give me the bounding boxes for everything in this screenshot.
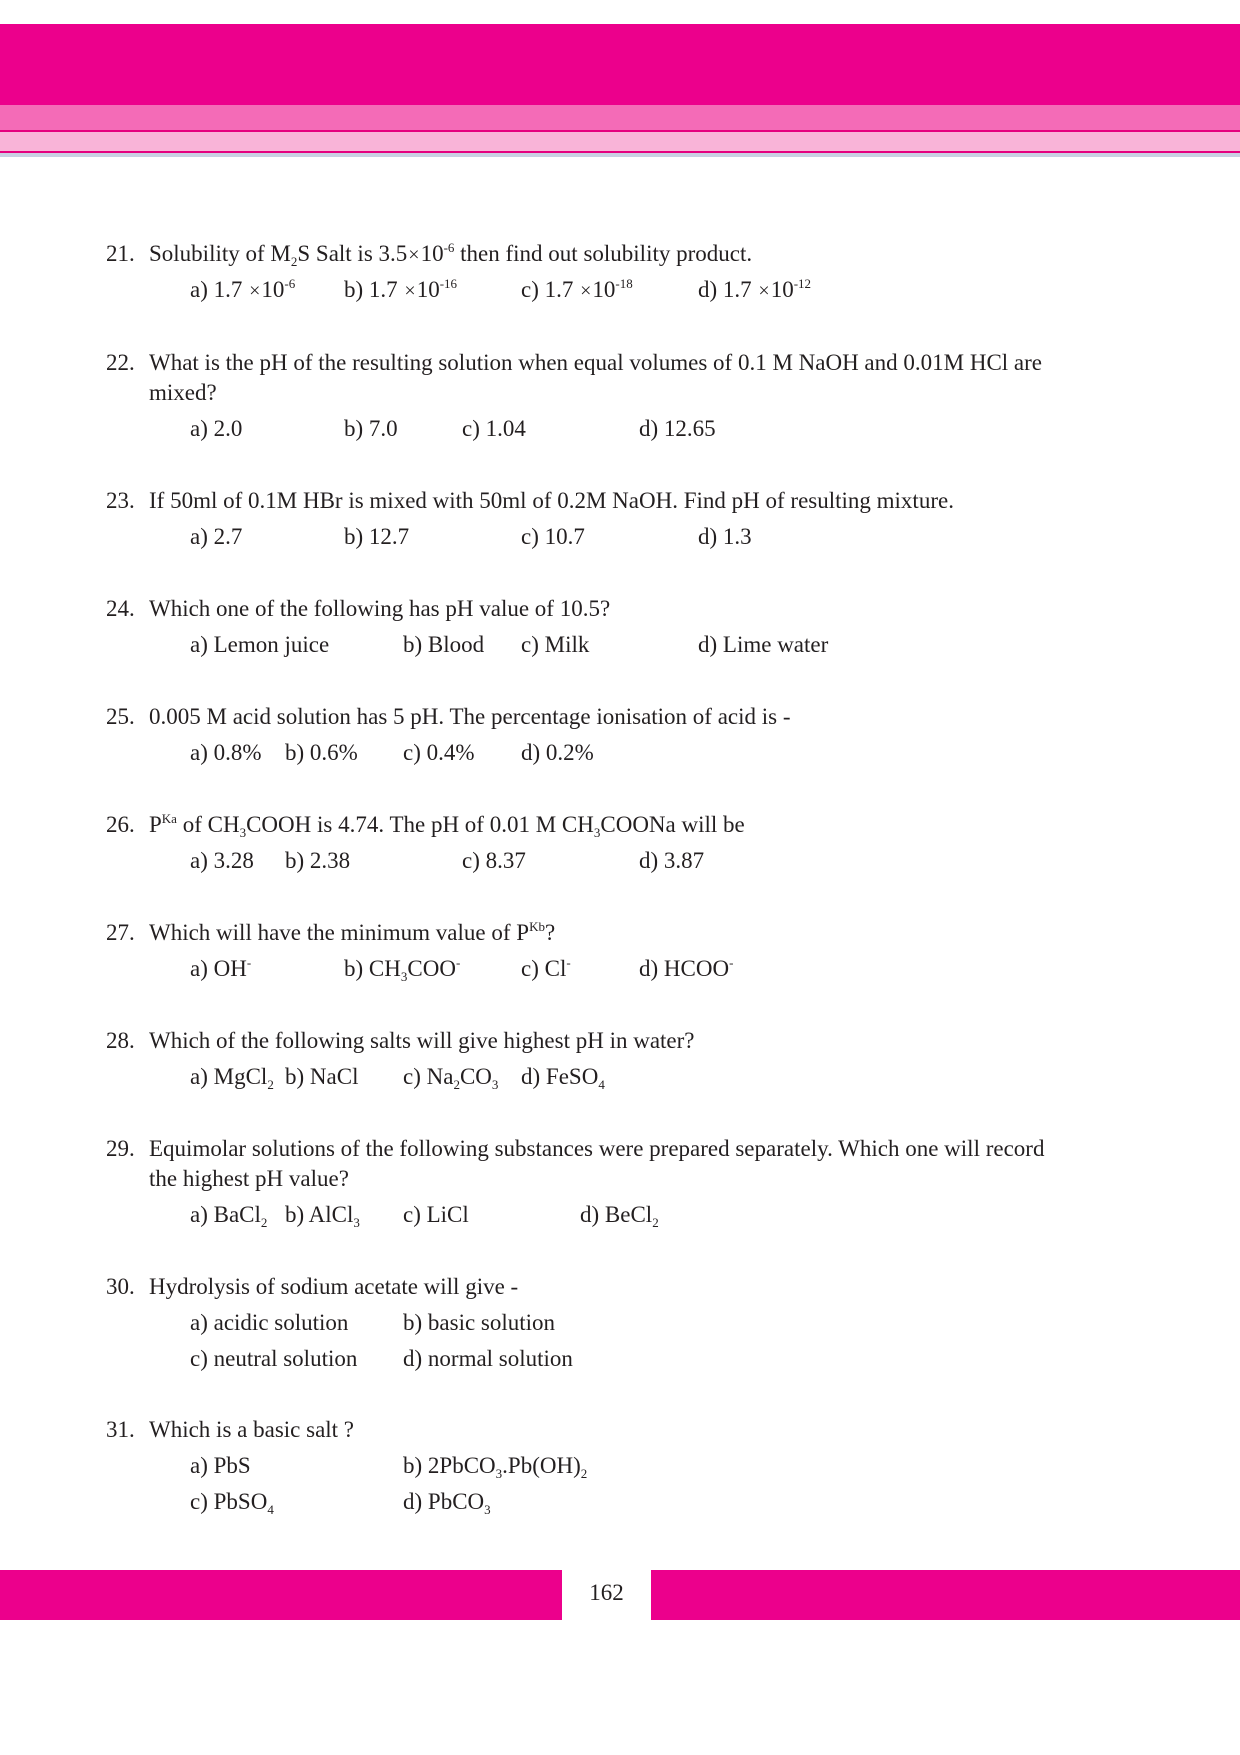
option-b: b) NaCl — [285, 1064, 359, 1089]
option-a: a) acidic solution — [190, 1310, 349, 1335]
option-c: c) 0.4% — [403, 740, 475, 765]
option-c: c) Cl- — [521, 955, 571, 981]
header-band-light-pink — [0, 132, 1240, 151]
question-stem: Which is a basic salt ? — [149, 1417, 355, 1442]
question-number: 27. — [106, 920, 135, 945]
question-number: 31. — [106, 1417, 135, 1442]
question-stem: Which of the following salts will give highest pH in water? — [149, 1028, 695, 1053]
option-c: c) PbSO$_4$ — [190, 1489, 274, 1517]
option-b: b) basic solution — [403, 1310, 556, 1335]
option-c: c) 1.04 — [462, 416, 526, 441]
option-b: b) $1.7 \times 10^{-16}$ — [344, 276, 458, 302]
question-stem: 0.005 M acid solution has 5 pH. The percentage ionisation of acid is - — [149, 704, 791, 729]
question-number: 28. — [106, 1028, 135, 1053]
page-number: 162 — [589, 1580, 624, 1605]
question-stem: If 50ml of 0.1M HBr is mixed with 50ml of 0.2M NaOH. Find pH of resulting mixture. — [149, 488, 954, 513]
question-stem-line-2: the highest pH value? — [149, 1166, 349, 1191]
option-a: a) MgCl$_2$ — [190, 1064, 274, 1092]
option-b: b) $CH_3COO^-$ — [344, 955, 461, 984]
option-a: a) OH- — [190, 955, 252, 981]
option-c: c) $Na_2CO_3$ — [403, 1064, 499, 1092]
question-stem: Solubility of $M_2S$ Salt is $3.5\times 10^{-6}$ then find out solubility product. — [149, 240, 753, 269]
footer-band-left — [0, 1570, 562, 1620]
footer-band-right — [651, 1570, 1240, 1620]
question-stem-line-1: Equimolar solutions of the following substances were prepared separately. Which one will record — [149, 1136, 1045, 1161]
question-number: 21. — [106, 241, 135, 266]
header-band-grey — [0, 153, 1240, 157]
question-stem-line-1: What is the pH of the resulting solution when equal volumes of 0.1 M NaOH and 0.01M HCl are — [149, 350, 1043, 375]
question-stem: $P^{Ka}$ of $CH_3COOH$ is 4.74. The pH of 0.01 M $CH_3COONa$ will be — [149, 811, 745, 840]
option-d: d) 1.3 — [698, 524, 752, 549]
question-stem-line-2: mixed? — [149, 380, 217, 405]
option-a: a) PbS — [190, 1453, 251, 1478]
question-number: 24. — [106, 596, 135, 621]
option-c: c) 8.37 — [462, 848, 526, 873]
option-a: a) 2.0 — [190, 416, 243, 441]
option-c: c) neutral solution — [190, 1346, 358, 1371]
question-stem: Which will have the minimum value of $P^{Kb}$? — [149, 919, 556, 945]
option-a: a) Lemon juice — [190, 632, 330, 657]
option-d: d) BeCl$_2$ — [580, 1202, 659, 1230]
option-a: a) BaCl$_2$ — [190, 1202, 268, 1230]
option-c: c) LiCl — [403, 1202, 469, 1227]
header-band-magenta — [0, 24, 1240, 105]
option-b: b) 2.38 — [285, 848, 351, 873]
option-d: d) $1.7 \times 10^{-12}$ — [698, 276, 812, 302]
option-b: b) $2PbCO_3.Pb(OH)_2$ — [403, 1453, 588, 1481]
question-stem: Hydrolysis of sodium acetate will give - — [149, 1274, 519, 1299]
question-number: 25. — [106, 704, 135, 729]
question-number: 26. — [106, 812, 135, 837]
option-d: d) Lime water — [698, 632, 829, 657]
question-number: 23. — [106, 488, 135, 513]
option-c: c) 10.7 — [521, 524, 585, 549]
option-d: d) HCOO- — [639, 955, 734, 981]
option-c: c) $1.7 \times 10^{-18}$ — [521, 276, 633, 302]
option-b: b) 12.7 — [344, 524, 410, 549]
header-band-pink — [0, 105, 1240, 130]
option-d: d) 3.87 — [639, 848, 705, 873]
option-a: a) $1.7 \times 10^{-6}$ — [190, 276, 296, 302]
option-d: d) normal solution — [403, 1346, 573, 1371]
option-b: b) Blood — [403, 632, 485, 657]
option-a: a) 3.28 — [190, 848, 254, 873]
question-number: 22. — [106, 350, 135, 375]
question-stem: Which one of the following has pH value of 10.5? — [149, 596, 611, 621]
option-d: d) PbCO$_3$ — [403, 1489, 491, 1517]
option-b: b) 0.6% — [285, 740, 358, 765]
question-number: 30. — [106, 1274, 135, 1299]
option-a: a) 2.7 — [190, 524, 243, 549]
option-b: b) AlCl$_3$ — [285, 1202, 360, 1230]
option-d: d) FeSO$_4$ — [521, 1064, 605, 1092]
option-b: b) 7.0 — [344, 416, 398, 441]
option-a: a) 0.8% — [190, 740, 262, 765]
option-c: c) Milk — [521, 632, 590, 657]
question-number: 29. — [106, 1136, 135, 1161]
option-d: d) 0.2% — [521, 740, 594, 765]
option-d: d) 12.65 — [639, 416, 716, 441]
